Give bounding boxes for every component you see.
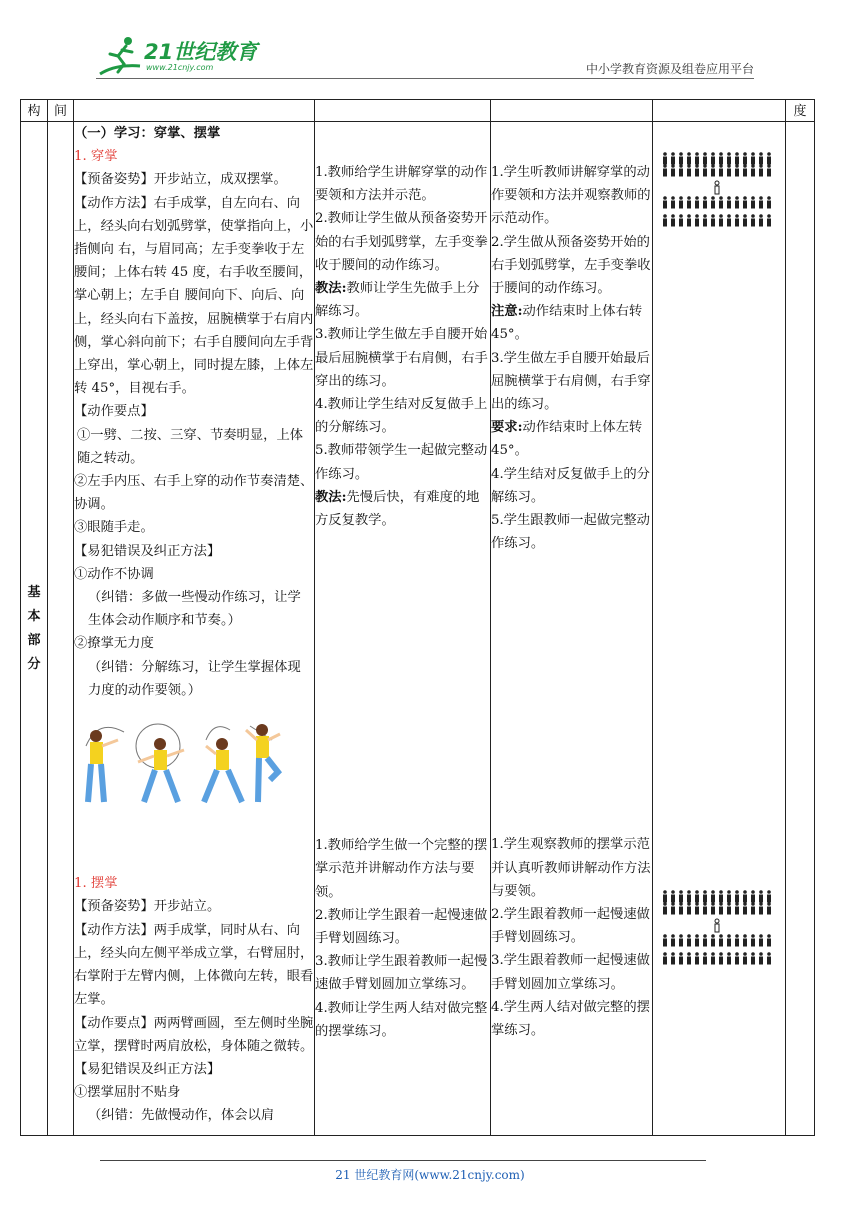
content-cell bbox=[74, 122, 315, 1136]
footer-divider bbox=[100, 1160, 706, 1161]
header-cell bbox=[74, 100, 315, 122]
student-figure bbox=[767, 196, 771, 208]
student-figure bbox=[711, 934, 715, 946]
time-cell bbox=[48, 122, 74, 1136]
header-cell: 构 bbox=[21, 100, 48, 122]
student-figure bbox=[719, 902, 723, 914]
subheading-baizhang: 1. 摆掌 bbox=[74, 876, 118, 892]
student-figure bbox=[671, 902, 675, 914]
teacher-step: 1.教师给学生讲解穿掌的动作要领和方法并示范。 bbox=[315, 165, 488, 204]
student-figure bbox=[703, 196, 707, 208]
student-step: 2.学生跟着教师一起慢速做手臂划圆练习。 bbox=[491, 907, 650, 946]
student-figure bbox=[719, 164, 723, 176]
student-figure bbox=[711, 890, 715, 902]
teacher-step: 3.教师让学生跟着教师一起慢速做手臂划圆加立掌练习。 bbox=[315, 954, 488, 993]
student-figure bbox=[767, 952, 771, 964]
formation-diagram-icon bbox=[661, 150, 777, 242]
student-figure bbox=[751, 952, 755, 964]
student-figure bbox=[679, 902, 683, 914]
student-figure bbox=[759, 214, 763, 226]
student-figure bbox=[687, 164, 691, 176]
logo-url: www.21cnjy.com bbox=[146, 63, 214, 72]
student-figure bbox=[727, 214, 731, 226]
student-figure bbox=[759, 952, 763, 964]
teacher-figure bbox=[715, 919, 719, 932]
content-line: 【动作方法】两手成掌，同时从右、向上，经头向左侧平举成立掌，右臂屈肘，右掌附于左臂内侧，上体微向左转，眼看左掌。 bbox=[74, 922, 314, 1008]
student-figure bbox=[679, 890, 683, 902]
content-line: （纠错：分解练习，让学生掌握体现力度的动作要领。） bbox=[88, 659, 301, 698]
student-figure bbox=[743, 952, 747, 964]
header-cell: 间 bbox=[48, 100, 74, 122]
student-figure bbox=[679, 152, 683, 164]
content-line: ①动作不协调 bbox=[74, 566, 154, 582]
table-header-row bbox=[21, 100, 815, 122]
teacher-step: 教法:先慢后快，有难度的地方反复教学。 bbox=[315, 489, 480, 529]
student-figure bbox=[743, 902, 747, 914]
section-label: 基 本 部 分 bbox=[21, 122, 48, 1136]
student-figure bbox=[695, 214, 699, 226]
student-figure bbox=[687, 952, 691, 964]
formation-diagram-icon bbox=[661, 888, 777, 980]
platform-name: 中小学教育资源及组卷应用平台 bbox=[585, 62, 754, 76]
student-figure bbox=[663, 214, 667, 226]
content-line: 【预备姿势】开步站立，成双摆掌。 bbox=[74, 172, 287, 188]
student-figure bbox=[687, 152, 691, 164]
student-figure bbox=[679, 196, 683, 208]
part-heading: （一）学习：穿掌、摆掌 bbox=[74, 126, 221, 141]
content-line: （纠错：先做慢动作，体会以肩 bbox=[88, 1108, 275, 1124]
teacher-step: 2.教师让学生做从预备姿势开始的右手划弧劈掌，左手变拳收于腰间的动作练习。 bbox=[315, 211, 488, 273]
student-figure bbox=[751, 934, 755, 946]
student-figure bbox=[759, 164, 763, 176]
student-figure bbox=[703, 934, 707, 946]
student-figure bbox=[727, 952, 731, 964]
student-step: 2.学生做从预备姿势开始的右手划弧劈掌，左手变拳收于腰间的动作练习。 bbox=[491, 234, 651, 297]
content-line: 【易犯错误及纠正方法】 bbox=[74, 543, 221, 559]
student-figure bbox=[743, 164, 747, 176]
student-figure bbox=[711, 902, 715, 914]
student-activity-cell bbox=[491, 122, 653, 1136]
student-step: 4.学生结对反复做手上的分解练习。 bbox=[491, 466, 650, 505]
student-figure bbox=[719, 196, 723, 208]
student-figure bbox=[751, 196, 755, 208]
student-figure bbox=[703, 164, 707, 176]
student-figure bbox=[711, 164, 715, 176]
student-figure bbox=[671, 934, 675, 946]
student-figure bbox=[743, 890, 747, 902]
student-figure bbox=[679, 952, 683, 964]
student-figure bbox=[719, 934, 723, 946]
student-figure bbox=[695, 952, 699, 964]
header-divider bbox=[96, 78, 754, 79]
student-figure bbox=[751, 902, 755, 914]
student-figure bbox=[671, 164, 675, 176]
organization-cell bbox=[653, 122, 786, 1136]
student-figure bbox=[703, 890, 707, 902]
student-figure bbox=[727, 902, 731, 914]
student-figure bbox=[687, 214, 691, 226]
student-figure bbox=[767, 152, 771, 164]
student-figure bbox=[695, 164, 699, 176]
student-figure bbox=[703, 152, 707, 164]
content-line: 【动作方法】右手成掌，自左向右、向上，经头向右划弧劈掌，使掌指向上，小指侧向 右，与眉同高；左手变拳收于左腰间；上体右转 45 度，右手收至腰间，掌心朝上；左手自 腰间向下、向后、向上，经头向右下盖按，屈腕横掌于右肩内侧，掌心斜向前下；右手自腰间向左手背上穿出，掌心朝上，同时提左膝，上体左转 45°，目视右手。 bbox=[74, 195, 314, 397]
movement-illustration-icon bbox=[74, 716, 284, 806]
student-step: 5.学生跟教师一起做完整动作练习。 bbox=[491, 513, 650, 552]
header-cell bbox=[491, 100, 653, 122]
student-figure bbox=[719, 214, 723, 226]
subheading-chuanzhang: 1. 穿掌 bbox=[74, 149, 118, 165]
student-figure bbox=[663, 934, 667, 946]
content-line: 【动作要点】 bbox=[74, 404, 154, 420]
student-step: 3.学生做左手自腰开始最后屈腕横掌于右肩侧，右手穿出的练习。 bbox=[491, 350, 651, 413]
student-figure bbox=[751, 152, 755, 164]
student-figure bbox=[687, 890, 691, 902]
student-figure bbox=[719, 152, 723, 164]
student-figure bbox=[719, 890, 723, 902]
content-line: ②撩掌无力度 bbox=[74, 636, 154, 652]
student-figure bbox=[711, 152, 715, 164]
content-line: 【预备姿势】开步站立。 bbox=[74, 899, 221, 915]
student-figure bbox=[759, 902, 763, 914]
teacher-step: 教法:教师让学生先做手上分解练习。 bbox=[315, 281, 480, 320]
student-step: 4.学生两人结对做完整的摆掌练习。 bbox=[491, 999, 650, 1039]
student-figure bbox=[695, 196, 699, 208]
student-figure bbox=[727, 934, 731, 946]
student-figure bbox=[735, 152, 739, 164]
student-figure bbox=[687, 902, 691, 914]
lesson-plan-table bbox=[20, 99, 815, 1136]
student-figure bbox=[767, 164, 771, 176]
student-figure bbox=[671, 196, 675, 208]
student-figure bbox=[671, 952, 675, 964]
student-figure bbox=[759, 934, 763, 946]
student-figure bbox=[671, 890, 675, 902]
student-figure bbox=[695, 152, 699, 164]
student-figure bbox=[735, 196, 739, 208]
student-figure bbox=[727, 196, 731, 208]
student-figure bbox=[663, 952, 667, 964]
teacher-step: 1.教师给学生做一个完整的摆掌示范并讲解动作方法与要领。 bbox=[315, 838, 488, 900]
teacher-step: 3.教师让学生做左手自腰开始最后屈腕横掌于右肩侧，右手穿出的练习。 bbox=[315, 327, 488, 389]
student-figure bbox=[751, 890, 755, 902]
student-figure bbox=[735, 890, 739, 902]
footer-text: 21 世纪教育网(www.21cnjy.com) bbox=[335, 1168, 525, 1182]
header-cell: 度 bbox=[786, 100, 815, 122]
student-figure bbox=[759, 196, 763, 208]
content-line: ②左手内压、右手上穿的动作节奏清楚、协调。 bbox=[74, 474, 314, 513]
teacher-activity-cell bbox=[315, 122, 491, 1136]
student-figure bbox=[767, 890, 771, 902]
header-cell bbox=[653, 100, 786, 122]
student-figure bbox=[663, 164, 667, 176]
student-figure bbox=[695, 890, 699, 902]
student-figure bbox=[703, 214, 707, 226]
logo-title: 21世纪教育 bbox=[144, 40, 258, 64]
student-figure bbox=[735, 902, 739, 914]
student-figure bbox=[671, 152, 675, 164]
student-figure bbox=[703, 952, 707, 964]
content-line: ①一劈、二按、三穿、节奏明显，上体随之转动。 bbox=[77, 427, 304, 466]
student-figure bbox=[663, 902, 667, 914]
teacher-figure bbox=[715, 181, 719, 194]
student-figure bbox=[767, 902, 771, 914]
student-figure bbox=[663, 152, 667, 164]
student-figure bbox=[735, 952, 739, 964]
student-figure bbox=[767, 214, 771, 226]
student-figure bbox=[759, 890, 763, 902]
basic-section-row bbox=[21, 122, 815, 1136]
student-figure bbox=[751, 214, 755, 226]
student-figure bbox=[735, 214, 739, 226]
student-figure bbox=[719, 952, 723, 964]
student-step: 要求:动作结束时上体左转 45°。 bbox=[491, 420, 643, 459]
student-step: 1.学生听教师讲解穿掌的动作要领和方法并观察教师的示范动作。 bbox=[491, 165, 651, 227]
student-figure bbox=[679, 214, 683, 226]
content-line: ①摆掌屈肘不贴身 bbox=[74, 1085, 181, 1101]
student-step: 1.学生观察教师的摆掌示范并认真听教师讲解动作方法与要领。 bbox=[491, 837, 651, 899]
student-figure bbox=[727, 890, 731, 902]
student-step: 3.学生跟着教师一起慢速做手臂划圆加立掌练习。 bbox=[491, 953, 650, 992]
student-figure bbox=[695, 934, 699, 946]
site-logo bbox=[96, 34, 261, 80]
student-figure bbox=[743, 152, 747, 164]
teacher-step: 4.教师让学生结对反复做手上的分解练习。 bbox=[315, 397, 488, 436]
student-figure bbox=[743, 214, 747, 226]
student-figure bbox=[759, 152, 763, 164]
student-figure bbox=[663, 890, 667, 902]
teacher-step: 5.教师带领学生一起做完整动作练习。 bbox=[315, 443, 488, 482]
intensity-cell bbox=[786, 122, 815, 1136]
content-line: ③眼随手走。 bbox=[74, 520, 154, 536]
student-figure bbox=[679, 934, 683, 946]
content-line: 【动作要点】两两臂画圆，至左侧时坐腕立掌，摆臂时两肩放松，身体随之微转。 bbox=[74, 1015, 314, 1054]
student-figure bbox=[767, 934, 771, 946]
teacher-step: 4.教师让学生两人结对做完整的摆掌练习。 bbox=[315, 1000, 488, 1039]
student-figure bbox=[671, 214, 675, 226]
student-figure bbox=[711, 952, 715, 964]
student-figure bbox=[727, 164, 731, 176]
header-cell bbox=[315, 100, 491, 122]
student-figure bbox=[687, 934, 691, 946]
student-figure bbox=[711, 214, 715, 226]
content-line: 【易犯错误及纠正方法】 bbox=[74, 1061, 221, 1077]
student-figure bbox=[711, 196, 715, 208]
content-line: （纠错：多做一些慢动作练习，让学生体会动作顺序和节奏。） bbox=[88, 590, 301, 629]
student-figure bbox=[743, 934, 747, 946]
student-figure bbox=[727, 152, 731, 164]
student-figure bbox=[687, 196, 691, 208]
student-figure bbox=[703, 902, 707, 914]
student-step: 注意:动作结束时上体右转 45°。 bbox=[491, 304, 643, 343]
teacher-step: 2.教师让学生跟着一起慢速做手臂划圆练习。 bbox=[315, 907, 488, 947]
student-figure bbox=[735, 164, 739, 176]
runner-logo-icon bbox=[96, 34, 146, 78]
student-figure bbox=[695, 902, 699, 914]
student-figure bbox=[743, 196, 747, 208]
student-figure bbox=[663, 196, 667, 208]
student-figure bbox=[751, 164, 755, 176]
student-figure bbox=[735, 934, 739, 946]
student-figure bbox=[679, 164, 683, 176]
